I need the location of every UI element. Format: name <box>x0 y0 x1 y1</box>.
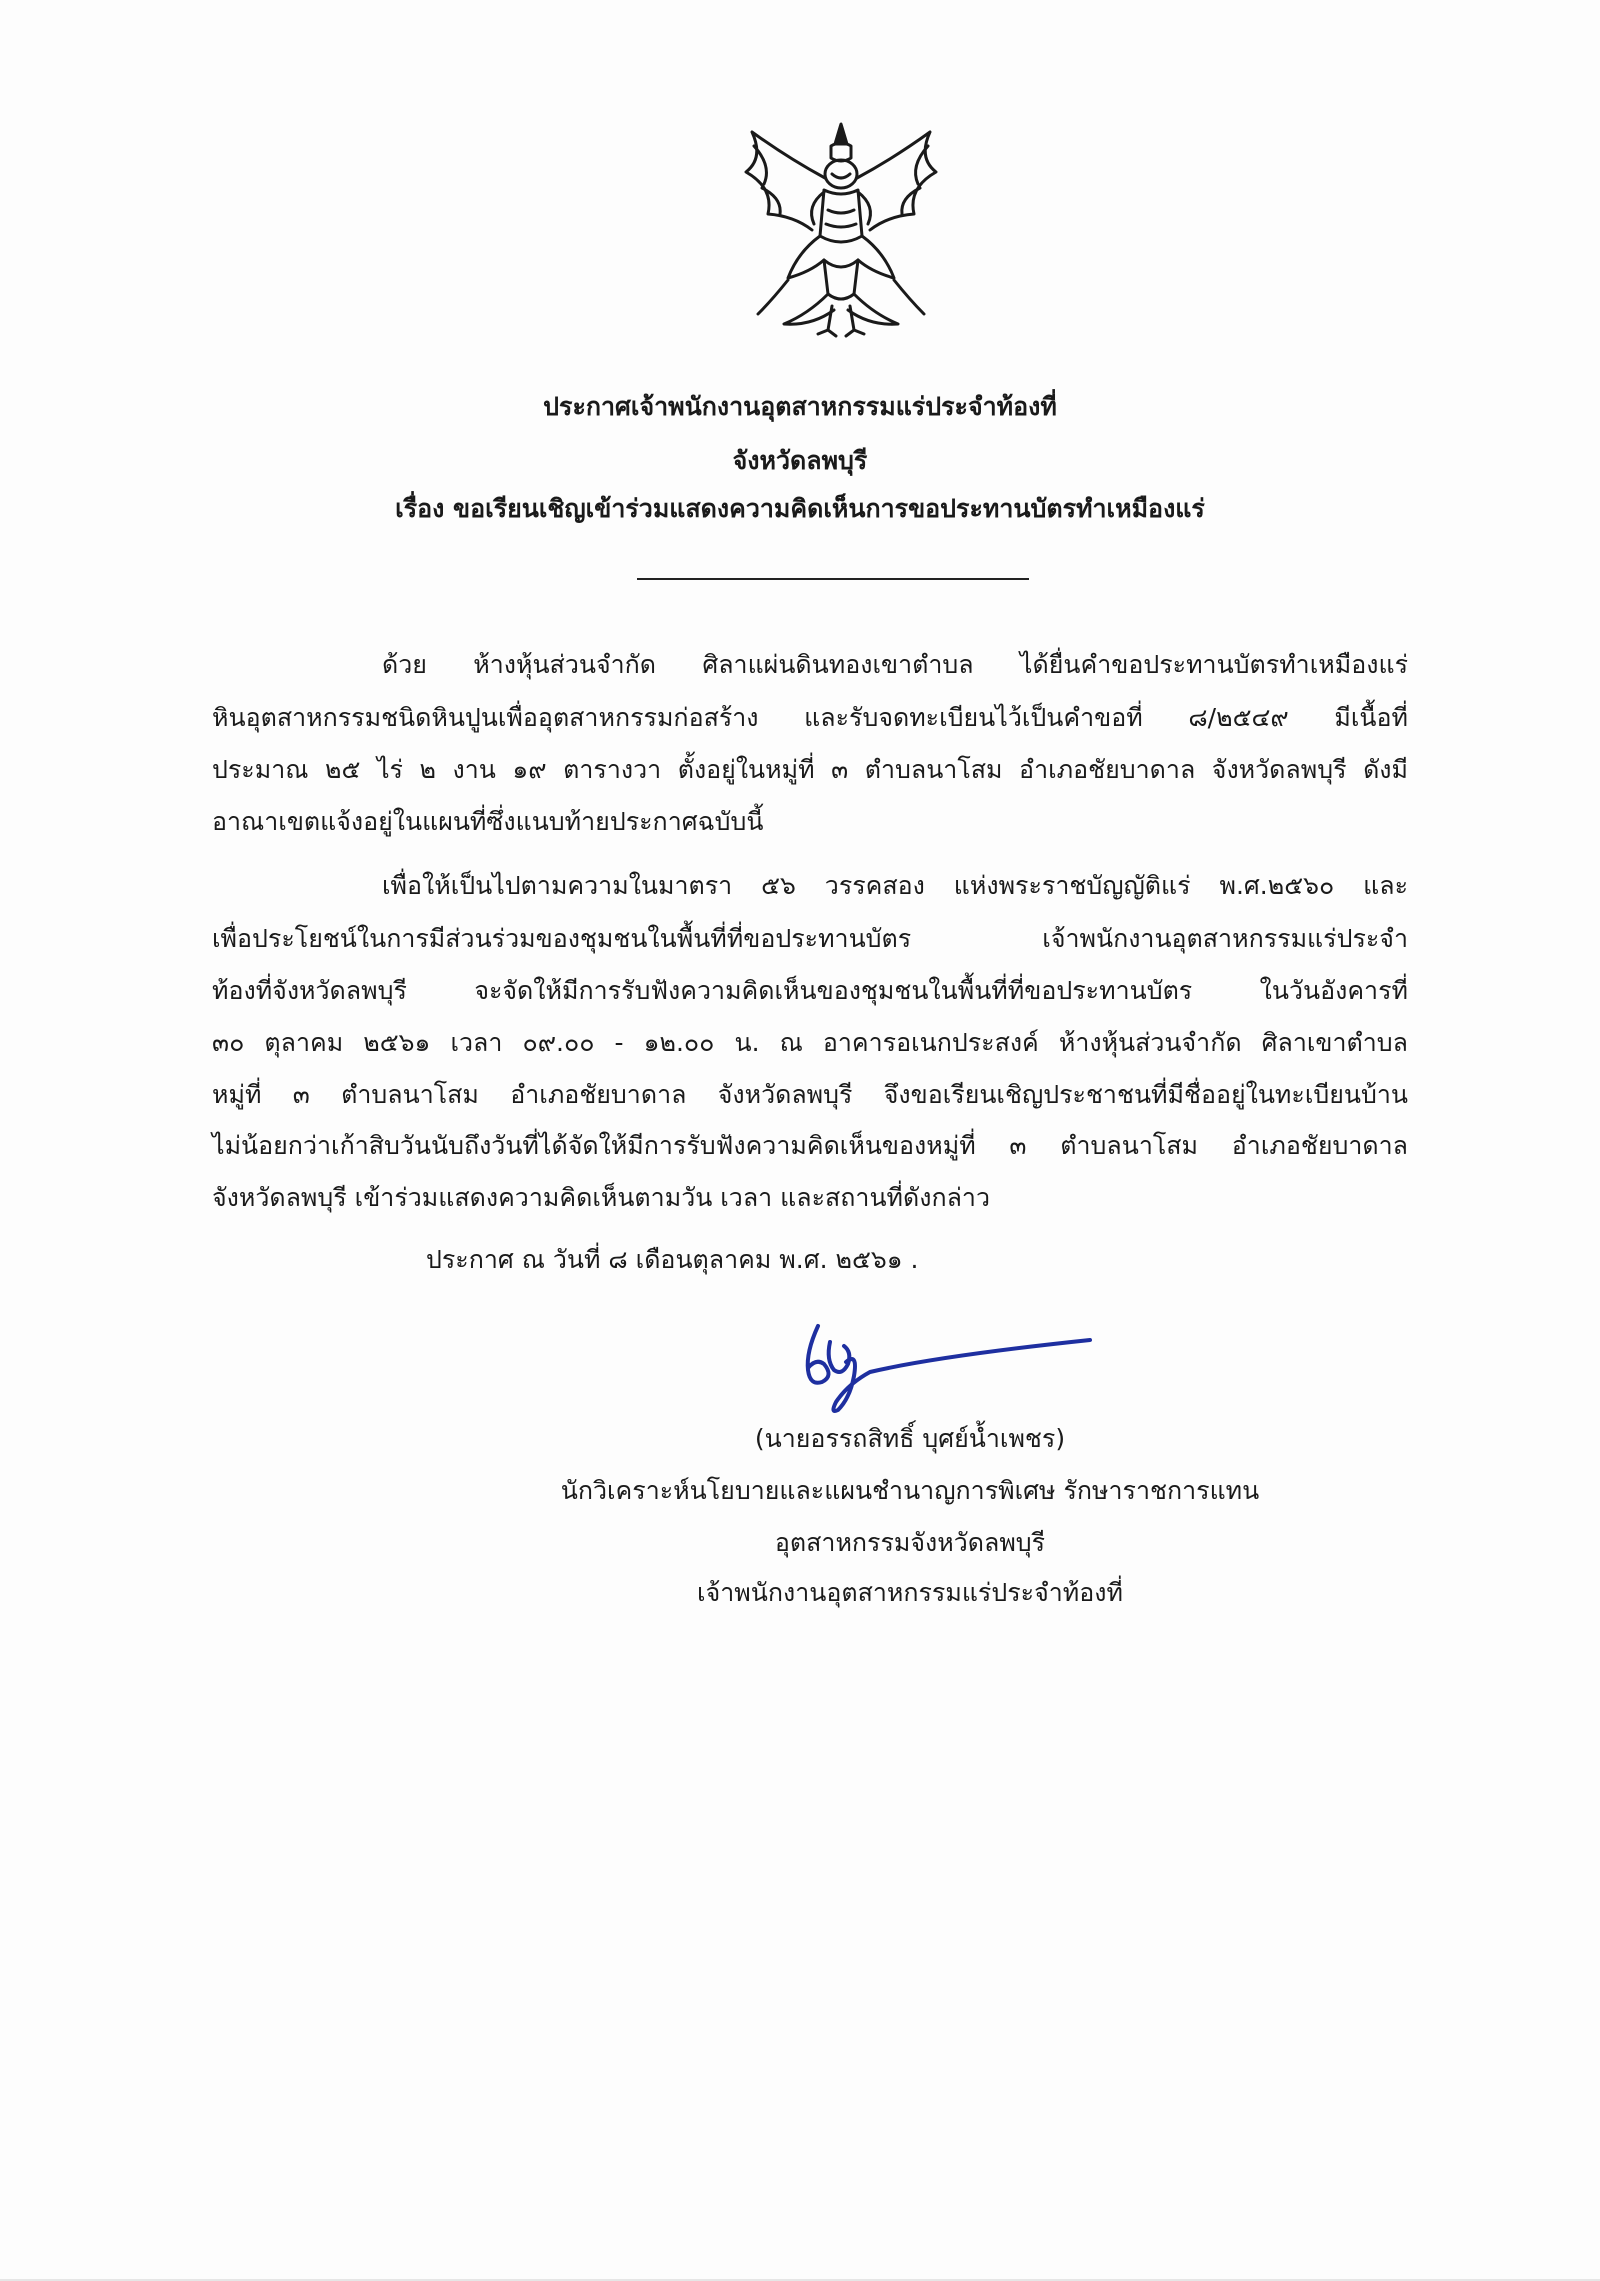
announce-date: ประกาศ ณ วันที่ ๘ เดือนตุลาคม พ.ศ. ๒๕๖๑ . <box>426 1245 919 1274</box>
paragraph2-line: จังหวัดลพบุรี เข้าร่วมแสดงความคิดเห็นตามวัน เวลา และสถานที่ดังกล่าว <box>212 1183 990 1212</box>
signatory-name: (นายอรรถสิทธิ์ บุศย์น้ำเพชร) <box>754 1424 1066 1453</box>
paragraph2-line: เพื่อให้เป็นไปตามความในมาตรา ๕๖ วรรคสอง แห่งพระราชบัญญัติแร่ พ.ศ.๒๕๖๐ และ <box>382 871 1408 900</box>
paragraph2-line: เพื่อประโยชน์ในการมีส่วนร่วมของชุมชนในพื้นที่ที่ขอประทานบัตร เจ้าพนักงานอุตสาหกรรมแร่ประจำ <box>212 924 1408 953</box>
paragraph2-line: ท้องที่จังหวัดลพบุรี จะจัดให้มีการรับฟังความคิดเห็นของชุมชนในพื้นที่ที่ขอประทานบัตร ในวันอังคารที่ <box>212 976 1408 1005</box>
signatory-position: นักวิเคราะห์นโยบายและแผนชำนาญการพิเศษ รักษาราชการแทน <box>560 1476 1260 1505</box>
paragraph2-line: ๓๐ ตุลาคม ๒๕๖๑ เวลา ๐๙.๐๐ - ๑๒.๐๐ น. ณ อาคารอเนกประสงค์ ห้างหุ้นส่วนจำกัด ศิลาเขาตำบล <box>212 1028 1408 1057</box>
paragraph2-line: ไม่น้อยกว่าเก้าสิบวันนับถึงวันที่ได้จัดให้มีการรับฟังความคิดเห็นของหมู่ที่ ๓ ตำบลนาโสม อำเภอชัยบาดาล <box>212 1131 1408 1160</box>
signatory-position: อุตสาหกรรมจังหวัดลพบุรี <box>774 1528 1046 1557</box>
paragraph1-line: ด้วย ห้างหุ้นส่วนจำกัด ศิลาแผ่นดินทองเขาตำบล ได้ยื่นคำขอประทานบัตรทำเหมืองแร่ <box>382 650 1408 679</box>
handwritten-signature <box>778 1312 1098 1422</box>
paragraph1-line: อาณาเขตแจ้งอยู่ในแผนที่ซึ่งแนบท้ายประกาศฉบับนี้ <box>212 807 764 836</box>
paragraph1-line: ประมาณ ๒๕ ไร่ ๒ งาน ๑๙ ตารางวา ตั้งอยู่ในหมู่ที่ ๓ ตำบลนาโสม อำเภอชัยบาดาล จังหวัดลพบุรี ดังมี <box>212 755 1408 784</box>
paragraph2-line: หมู่ที่ ๓ ตำบลนาโสม อำเภอชัยบาดาล จังหวัดลพบุรี จึงขอเรียนเชิญประชาชนที่มีชื่ออยู่ในทะเบียนบ้าน <box>212 1080 1408 1109</box>
garuda-emblem-icon <box>728 118 954 340</box>
province-title: จังหวัดลพบุรี <box>732 446 868 475</box>
subject-line: เรื่อง ขอเรียนเชิญเข้าร่วมแสดงความคิดเห็นการขอประทานบัตรทำเหมืองแร่ <box>395 494 1205 523</box>
title-divider <box>637 578 1029 580</box>
notice-title: ประกาศเจ้าพนักงานอุตสาหกรรมแร่ประจำท้องที่ <box>543 392 1057 421</box>
paragraph1-line: หินอุตสาหกรรมชนิดหินปูนเพื่ออุตสาหกรรมก่อสร้าง และรับจดทะเบียนไว้เป็นคำขอที่ ๘/๒๕๔๙ มีเนื้อที่ <box>212 703 1408 732</box>
signatory-position: เจ้าพนักงานอุตสาหกรรมแร่ประจำท้องที่ <box>697 1578 1123 1607</box>
